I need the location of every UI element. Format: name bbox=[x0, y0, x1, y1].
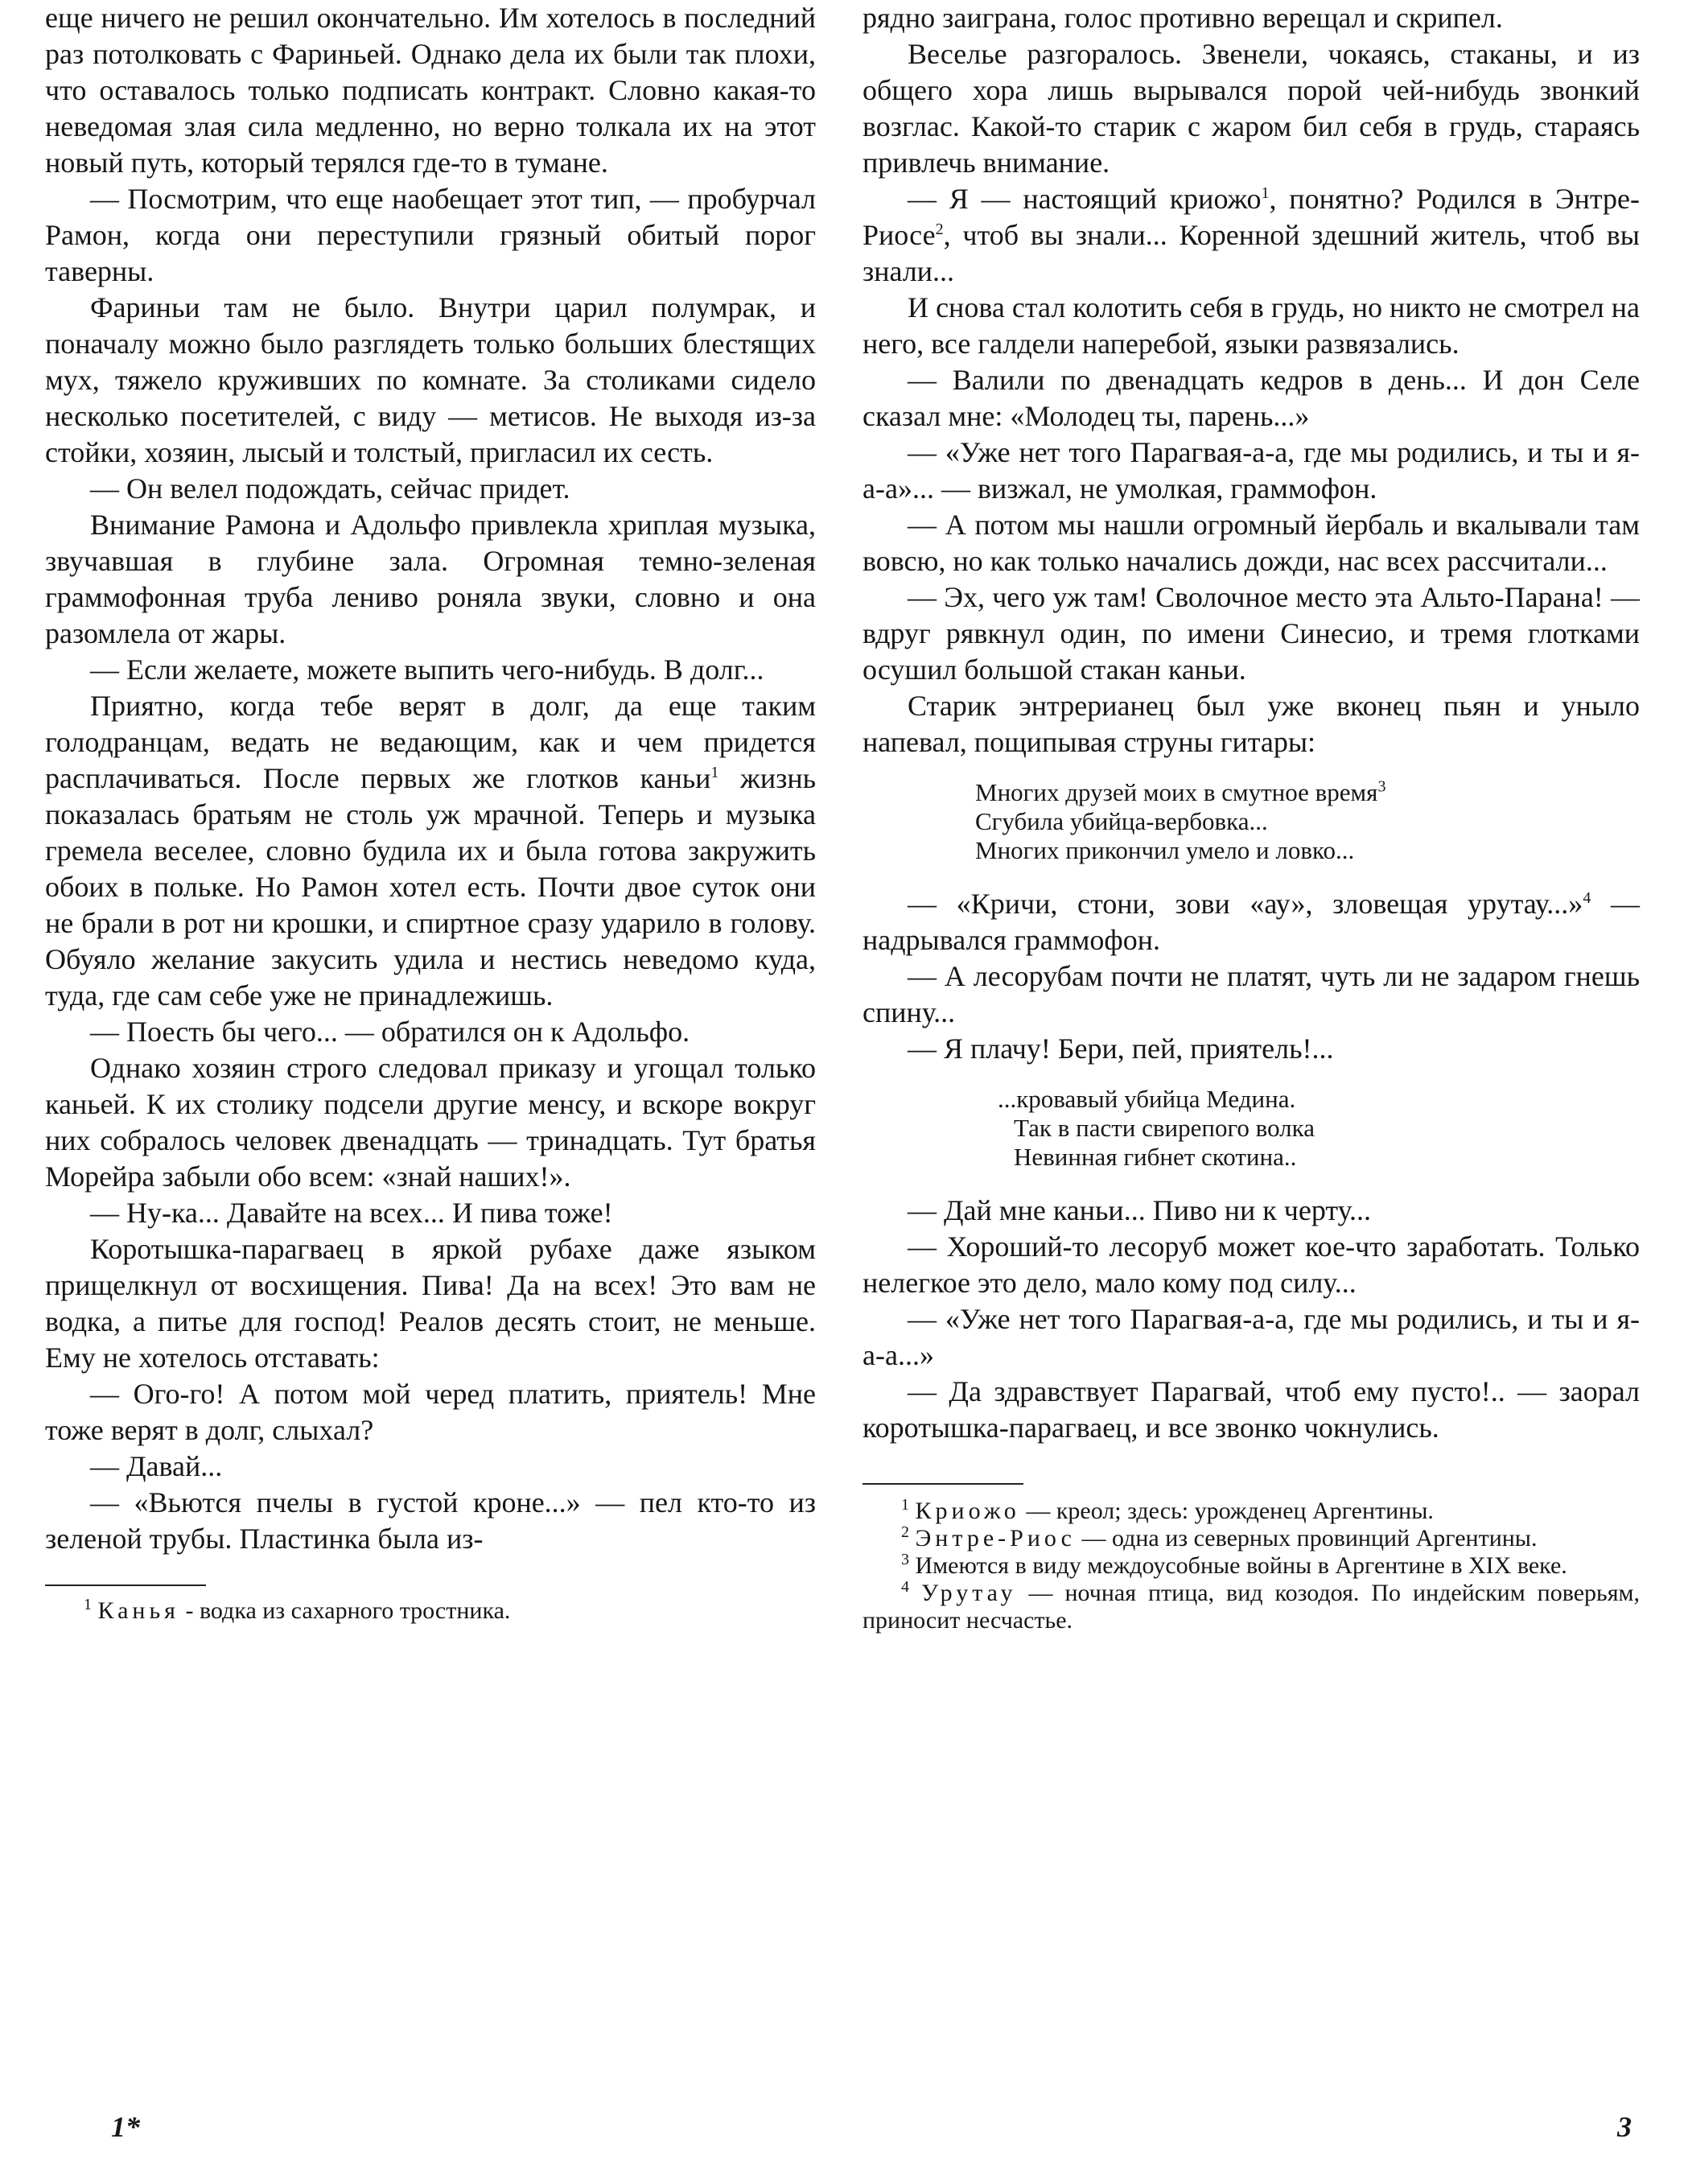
paragraph: — Дай мне каньи... Пиво ни к черту... bbox=[908, 1194, 1371, 1226]
paragraph: — Ну-ка... Давайте на всех... И пива тоже! bbox=[90, 1197, 613, 1229]
verse-line: Невинная гибнет скотина.. bbox=[1014, 1143, 1297, 1171]
footnote-number: 1 bbox=[901, 1496, 909, 1514]
left-column bbox=[45, 0, 816, 1625]
footnote-text: — одна из северных провинций Аргентины. bbox=[1075, 1525, 1538, 1551]
paragraph: — Ого-го! А потом мой черед платить, приятель! Мне тоже верят в долг, слыхал? bbox=[45, 1378, 816, 1446]
paragraph-text: , понятно? Родился в Энтре-Риосе bbox=[863, 183, 1641, 251]
paragraph: рядно заиграна, голос противно верещал и скрипел. bbox=[863, 2, 1503, 34]
footnote-term: Канья bbox=[97, 1597, 179, 1624]
paragraph: — Валили по двенадцать кедров в день... И дон Селе сказал мне: «Молодец ты, парень...» bbox=[863, 364, 1640, 432]
footnote-number: 3 bbox=[901, 1551, 909, 1568]
verse-line: Сгубила убийца-вербовка... bbox=[975, 807, 1268, 835]
paragraph: — Хороший-то лесоруб может кое-что заработать. Только нелегкое это дело, мало кому под силу... bbox=[863, 1230, 1640, 1299]
paragraph: — Он велел подождать, сейчас придет. bbox=[90, 472, 570, 505]
paragraph-text: , чтоб вы знали... Коренной здешний житель, чтоб вы знали... bbox=[863, 219, 1640, 287]
paragraph bbox=[863, 886, 1640, 958]
right-column bbox=[863, 0, 1640, 1634]
verse-line-text: Многих друзей моих в смутное время bbox=[975, 778, 1378, 806]
paragraph-text: — надрывался граммофон. bbox=[863, 888, 1640, 956]
song-verse bbox=[975, 778, 1640, 865]
footnote-text: — креол; здесь: урожденец Аргентины. bbox=[1019, 1498, 1434, 1524]
footnote-mark: 4 bbox=[1583, 889, 1591, 907]
paragraph: — Эх, чего уж там! Сволочное место эта Альто-Парана! — вдруг рявкнул один, по имени Синесио, и тремя глотками осушил большой стакан каньи. bbox=[863, 581, 1640, 686]
footnote-text: - водка из сахарного тростника. bbox=[179, 1597, 511, 1624]
verse-line: Так в пасти свирепого волка bbox=[1014, 1114, 1315, 1142]
paragraph: Фариньи там не было. Внутри царил полумрак, и поначалу можно было разглядеть только больших блестящих мух, тяжело круживших по комнате. За столиками сидело несколько посетителей, с виду — метисов. Не выходя из-за стойки, хозяин, лысый и толстый, пригласил их сесть. bbox=[45, 291, 816, 468]
paragraph: — «Вьются пчелы в густой кроне...» — пел кто-то из зеленой трубы. Пластинка была из- bbox=[45, 1486, 816, 1555]
footnote-term: Криожо bbox=[915, 1498, 1020, 1524]
paragraph: Однако хозяин строго следовал приказу и угощал только каньей. К их столику подсели другие менсу, и вскоре вокруг них собралось человек двенадцать — тринадцать. Тут братья Морейра забыли обо всем: «знай наших!». bbox=[45, 1052, 816, 1193]
footnote-term: Урутау bbox=[921, 1580, 1017, 1606]
paragraph-text: — Я — настоящий криожо bbox=[908, 183, 1262, 215]
paragraph: — Давай... bbox=[90, 1450, 223, 1482]
paragraph: Веселье разгоралось. Звенели, чокаясь, стаканы, и из общего хора лишь вырывался порой чей-нибудь звонкий возглас. Какой-то старик с жаром бил себя в грудь, стараясь привлечь внимание. bbox=[863, 38, 1640, 179]
paragraph bbox=[863, 181, 1640, 290]
signature-mark: 1* bbox=[111, 2111, 140, 2143]
paragraph: Коротышка-парагваец в яркой рубахе даже языком прищелкнул от восхищения. Пива! Да на всех! Это вам не водка, а питье для господ! Реалов десять стоит, не меньше. Ему не хотелось отставать: bbox=[45, 1233, 816, 1374]
verse-line: Многих прикончил умело и ловко... bbox=[975, 836, 1355, 864]
footnote-text: Имеются в виду междоусобные войны в Аргентине в XIX веке. bbox=[915, 1552, 1567, 1579]
paragraph: — А лесорубам почти не платят, чуть ли не задаром гнешь спину... bbox=[863, 960, 1640, 1028]
paragraph: Внимание Рамона и Адольфо привлекла хриплая музыка, звучавшая в глубине зала. Огромная темно-зеленая граммофонная труба лениво роняла звуки, словно и она разомлела от жары. bbox=[45, 509, 816, 649]
paragraph-text: — «Кричи, стони, зови «ау», зловещая урутау...» bbox=[908, 888, 1583, 920]
paragraph-text: Приятно, когда тебе верят в долг, да еще таким голодранцам, ведать не ведающим, как и чем придется расплачиваться. После первых же глотков каньи bbox=[45, 690, 816, 794]
paragraph: — Посмотрим, что еще наобещает этот тип, — пробурчал Рамон, когда они переступили грязный обитый порог таверны. bbox=[45, 183, 816, 287]
footnote bbox=[45, 1597, 816, 1625]
paragraph bbox=[45, 688, 816, 1014]
paragraph: — Я плачу! Бери, пей, приятель!... bbox=[908, 1032, 1334, 1065]
paragraph-text: жизнь показалась братьям не столь уж мрачной. Теперь и музыка гремела веселее, словно будила их и была готова закружить обоих в польке. Но Рамон хотел есть. Почти двое суток они не брали в рот ни крошки, и спиртное сразу ударило в голову. Обуяло желание закусить удила и нестись неведомо куда, туда, где сам себе уже не принадлежишь. bbox=[45, 762, 816, 1012]
song-verse bbox=[998, 1085, 1640, 1172]
footnote bbox=[863, 1498, 1640, 1525]
footnote-number: 2 bbox=[901, 1523, 909, 1541]
paragraph: — Да здравствует Парагвай, чтоб ему пусто!.. — заорал коротышка-парагваец, и все звонко чокнулись. bbox=[863, 1375, 1640, 1444]
paragraph: еще ничего не решил окончательно. Им хотелось в последний раз потолковать с Фариньей. Однако дела их были так плохи, что оставалось только подписать контракт. Словно какая-то неведомая злая сила медленно, но верно толкала их на этот новый путь, который терялся где-то в тумане. bbox=[45, 2, 816, 179]
footnote bbox=[863, 1552, 1640, 1580]
footnote-mark: 1 bbox=[710, 764, 719, 781]
paragraph: — «Уже нет того Парагвая-а-а, где мы родились, и ты и я-а-а»... — визжал, не умолкая, граммофон. bbox=[863, 436, 1640, 505]
paragraph: — Поесть бы чего... — обратился он к Адольфо. bbox=[90, 1016, 690, 1048]
paragraph: — Если желаете, можете выпить чего-нибудь. В долг... bbox=[90, 653, 764, 686]
paragraph: — А потом мы нашли огромный йербаль и вкалывали там вовсю, но как только начались дожди, нас всех рассчитали... bbox=[863, 509, 1640, 577]
footnote bbox=[863, 1525, 1640, 1552]
paragraph: Старик энтрерианец был уже вконец пьян и уныло напевал, пощипывая струны гитары: bbox=[863, 690, 1640, 758]
footnote-mark: 3 bbox=[1377, 777, 1386, 796]
verse-line: ...кровавый убийца Медина. bbox=[998, 1085, 1296, 1113]
footnote-term: Энтре-Риос bbox=[915, 1525, 1076, 1551]
footnote-number: 4 bbox=[901, 1578, 909, 1596]
paragraph: И снова стал колотить себя в грудь, но никто не смотрел на него, все галдели наперебой, языки развязались. bbox=[863, 291, 1640, 360]
paragraph: — «Уже нет того Парагвая-а-а, где мы родились, и ты и я-а-а...» bbox=[863, 1303, 1640, 1371]
page-number: 3 bbox=[1617, 2111, 1632, 2143]
verse-line bbox=[975, 778, 1640, 807]
footnote-number: 1 bbox=[84, 1596, 92, 1613]
footnote-mark: 2 bbox=[935, 220, 944, 238]
footnote bbox=[863, 1580, 1640, 1634]
footnote-mark: 1 bbox=[1261, 184, 1270, 202]
footnote-text: — ночная птица, вид козодоя. По индейским поверьям, приносит несчастье. bbox=[863, 1580, 1641, 1634]
